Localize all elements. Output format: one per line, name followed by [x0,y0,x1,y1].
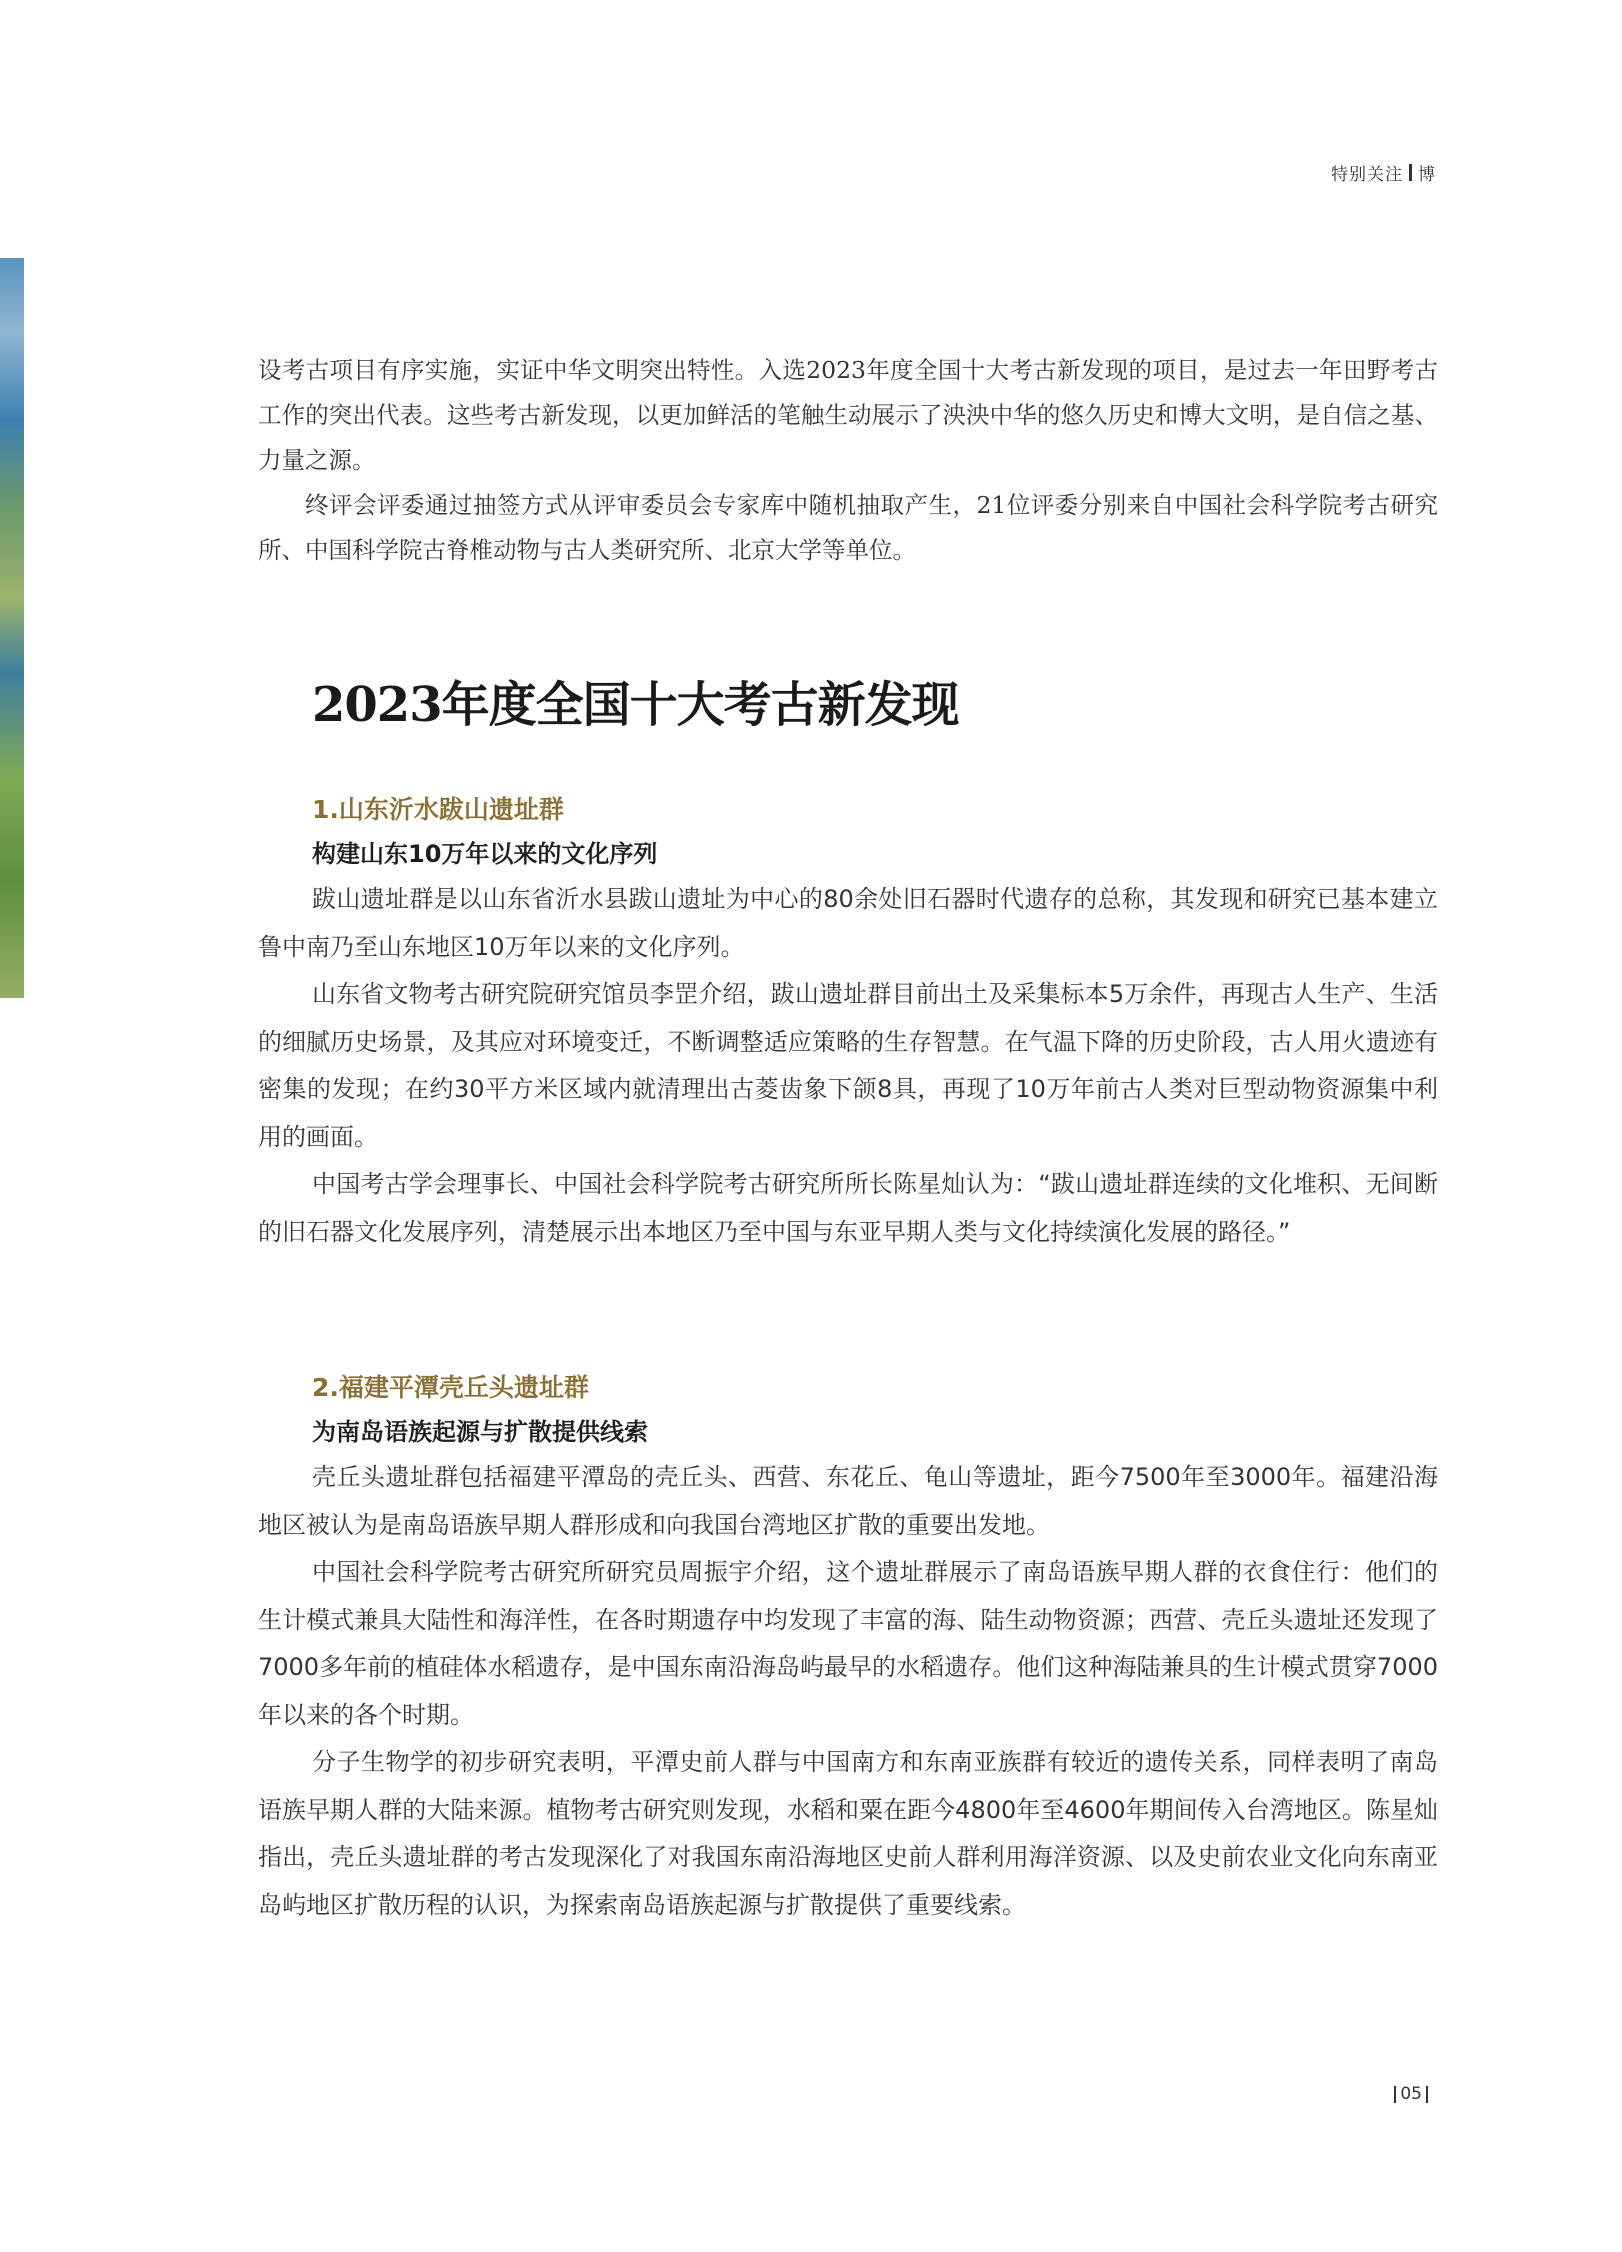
section-heading: 2.福建平潭壳丘头遗址群 [312,1373,589,1402]
section-subheading: 为南岛语族起源与扩散提供线索 [312,1418,648,1446]
intro-paragraph: 设考古项目有序实施，实证中华文明突出特性。入选2023年度全国十大考古新发现的项目，是过去一年田野考古工作的突出代表。这些考古新发现，以更加鲜活的笔触生动展示了泱泱中华的悠久历史和博大文明，是自信之基、力量之源。 [258,356,1438,474]
page-title: 2023年度全国十大考古新发现 [312,677,959,733]
body-paragraph: 中国考古学会理事长、中国社会科学院考古研究所所长陈星灿认为：“跋山遗址群连续的文化堆积、无间断的旧石器文化发展序列，清楚展示出本地区乃至中国与东亚早期人类与文化持续演化发展的路径。” [258,1170,1438,1246]
section-body [258,1454,1438,1929]
page-number [1390,2084,1432,2104]
side-photo-strip [0,258,24,998]
section-2 [258,1366,1438,1929]
section-heading: 1.山东沂水跋山遗址群 [312,795,564,824]
header-section: 特别关注 [1331,165,1403,185]
intro-text [258,348,1438,573]
page-number-value: 05 [1400,2084,1422,2104]
body-paragraph: 壳丘头遗址群包括福建平潭岛的壳丘头、西营、东花丘、龟山等遗址，距今7500年至3000年。福建沿海地区被认为是南岛语族早期人群形成和向我国台湾地区扩散的重要出发地。 [258,1463,1438,1539]
section-1 [258,788,1438,1256]
body-paragraph: 山东省文物考古研究院研究馆员李罡介绍，跋山遗址群目前出土及采集标本5万余件，再现古人生产、生活的细腻历史场景，及其应对环境变迁，不断调整适应策略的生存智慧。在气温下降的历史阶段，古人用火遗迹有密集的发现；在约30平方米区域内就清理出古菱齿象下颌8具，再现了10万年前古人类对巨型动物资源集中利用的画面。 [258,980,1438,1151]
intro-paragraph: 终评会评委通过抽签方式从评审委员会专家库中随机抽取产生，21位评委分别来自中国社会科学院考古研究所、中国科学院古脊椎动物与古人类研究所、北京大学等单位。 [258,491,1438,564]
section-subheading: 构建山东10万年以来的文化序列 [312,840,658,868]
header-separator [1409,164,1412,181]
running-header [1331,160,1436,185]
page-number-bar [1426,2086,1428,2103]
page-number-bar [1394,2086,1396,2103]
section-body [258,876,1438,1256]
header-column: 博 [1418,165,1436,185]
body-paragraph: 分子生物学的初步研究表明，平潭史前人群与中国南方和东南亚族群有较近的遗传关系，同样表明了南岛语族早期人群的大陆来源。植物考古研究则发现，水稻和粟在距今4800年至4600年期间传入台湾地区。陈星灿指出，壳丘头遗址群的考古发现深化了对我国东南沿海地区史前人群利用海洋资源、以及史前农业文化向东南亚岛屿地区扩散历程的认识，为探索南岛语族起源与扩散提供了重要线索。 [258,1748,1438,1919]
body-paragraph: 中国社会科学院考古研究所研究员周振宇介绍，这个遗址群展示了南岛语族早期人群的衣食住行：他们的生计模式兼具大陆性和海洋性，在各时期遗存中均发现了丰富的海、陆生动物资源；西营、壳丘头遗址还发现了7000多年前的植硅体水稻遗存，是中国东南沿海岛屿最早的水稻遗存。他们这种海陆兼具的生计模式贯穿7000年以来的各个时期。 [258,1558,1438,1729]
body-paragraph: 跋山遗址群是以山东省沂水县跋山遗址为中心的80余处旧石器时代遗存的总称，其发现和研究已基本建立鲁中南乃至山东地区10万年以来的文化序列。 [258,885,1438,961]
